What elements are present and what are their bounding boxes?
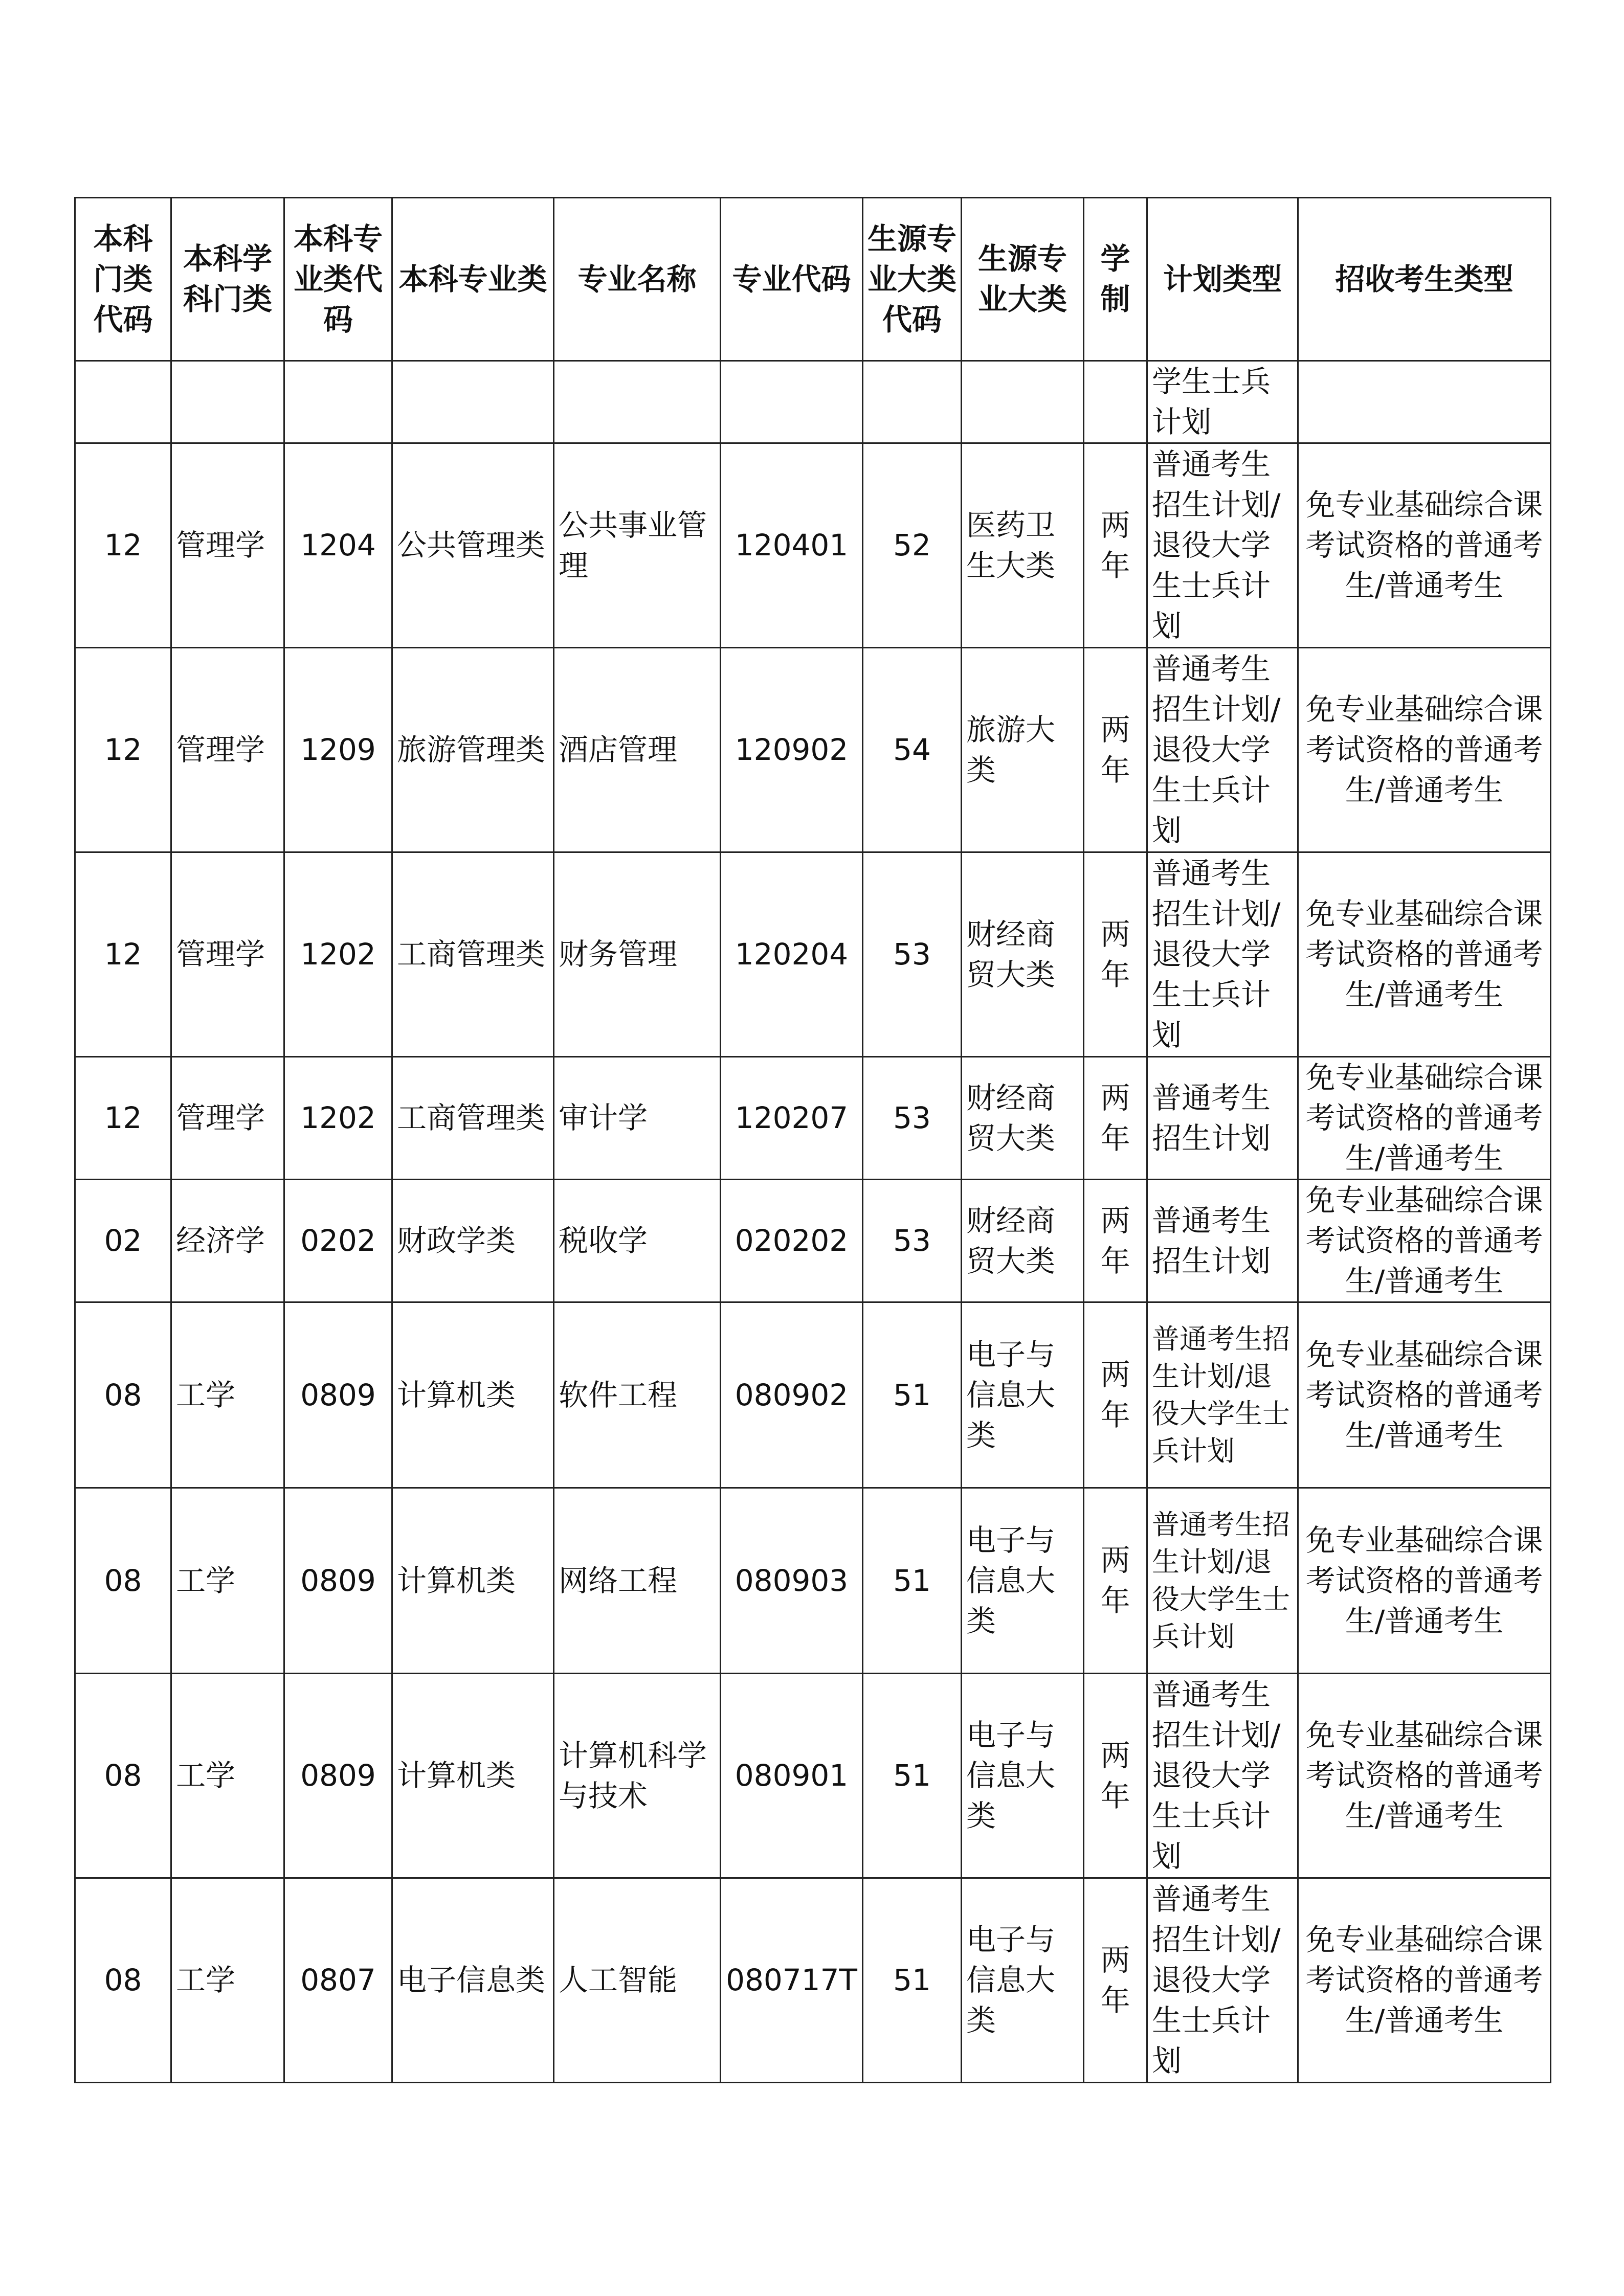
cell-cat-code: 08: [75, 1302, 171, 1488]
cell-plan: 普通考生招生计划/退役大学生士兵计划: [1147, 648, 1298, 852]
cell-major-code: 120207: [721, 1057, 863, 1180]
table-row: [75, 1674, 1551, 1878]
cell-src: 电子与信息大类: [962, 1488, 1084, 1674]
table-row: [75, 1180, 1551, 1302]
cell-plan: 普通考生招生计划/退役大学生士兵计划: [1147, 1488, 1298, 1674]
cell-src: 电子与信息大类: [962, 1674, 1084, 1878]
cell-major: 审计学: [554, 1057, 721, 1180]
cell-cls: 计算机类: [392, 1674, 554, 1878]
header-cls: 本科专业类: [392, 198, 554, 361]
cell-years: 两年: [1084, 443, 1147, 648]
cell-cls: 旅游管理类: [392, 648, 554, 852]
cell-plan: 普通考生招生计划/退役大学生士兵计划: [1147, 852, 1298, 1057]
cell-major-code: 120401: [721, 443, 863, 648]
cell-empty: [75, 361, 171, 443]
cell-major: 计算机科学与技术: [554, 1674, 721, 1878]
cell-cat-code: 08: [75, 1674, 171, 1878]
table-row-continuation: [75, 361, 1551, 443]
cell-cls: 计算机类: [392, 1488, 554, 1674]
cell-cls-code: 0809: [284, 1674, 392, 1878]
cell-ptype: 免专业基础综合课考试资格的普通考生/普通考生: [1298, 1180, 1551, 1302]
cell-empty: [171, 361, 284, 443]
table-row: [75, 1057, 1551, 1180]
header-src: 生源专业大类: [962, 198, 1084, 361]
header-cat-code: 本科门类代码: [75, 198, 171, 361]
cell-major: 财务管理: [554, 852, 721, 1057]
cell-src: 电子与信息大类: [962, 1302, 1084, 1488]
cell-major: 软件工程: [554, 1302, 721, 1488]
cell-years: 两年: [1084, 1488, 1147, 1674]
cell-ptype: 免专业基础综合课考试资格的普通考生/普通考生: [1298, 1674, 1551, 1878]
cell-plan: 学生士兵计划: [1147, 361, 1298, 443]
cell-plan: 普通考生招生计划/退役大学生士兵计划: [1147, 1878, 1298, 2083]
cell-cls: 工商管理类: [392, 1057, 554, 1180]
cell-empty: [721, 361, 863, 443]
cell-empty: [863, 361, 962, 443]
cell-empty: [392, 361, 554, 443]
cell-ptype: 免专业基础综合课考试资格的普通考生/普通考生: [1298, 1878, 1551, 2083]
cell-cls-code: 1209: [284, 648, 392, 852]
table-header-row: [75, 198, 1551, 361]
cell-cat: 工学: [171, 1674, 284, 1878]
cell-src: 财经商贸大类: [962, 1057, 1084, 1180]
cell-cat: 管理学: [171, 648, 284, 852]
cell-ptype: 免专业基础综合课考试资格的普通考生/普通考生: [1298, 1057, 1551, 1180]
cell-src-code: 54: [863, 648, 962, 852]
cell-years: 两年: [1084, 852, 1147, 1057]
header-major-code: 专业代码: [721, 198, 863, 361]
cell-cls-code: 1204: [284, 443, 392, 648]
cell-cat: 管理学: [171, 852, 284, 1057]
cell-cls: 电子信息类: [392, 1878, 554, 2083]
cell-cls-code: 0807: [284, 1878, 392, 2083]
cell-empty: [554, 361, 721, 443]
cell-cls: 公共管理类: [392, 443, 554, 648]
cell-src-code: 51: [863, 1878, 962, 2083]
cell-src: 电子与信息大类: [962, 1878, 1084, 2083]
cell-src-code: 53: [863, 852, 962, 1057]
cell-ptype: 免专业基础综合课考试资格的普通考生/普通考生: [1298, 1488, 1551, 1674]
cell-cls-code: 0809: [284, 1302, 392, 1488]
cell-cat: 管理学: [171, 1057, 284, 1180]
cell-years: 两年: [1084, 1180, 1147, 1302]
cell-empty: [1084, 361, 1147, 443]
header-cat: 本科学科门类: [171, 198, 284, 361]
cell-src: 财经商贸大类: [962, 852, 1084, 1057]
cell-cat: 工学: [171, 1302, 284, 1488]
header-cls-code: 本科专业类代码: [284, 198, 392, 361]
cell-major-code: 120902: [721, 648, 863, 852]
cell-plan: 普通考生招生计划/退役大学生士兵计划: [1147, 443, 1298, 648]
table-row: [75, 1878, 1551, 2083]
cell-cls: 工商管理类: [392, 852, 554, 1057]
cell-src-code: 51: [863, 1302, 962, 1488]
cell-major: 网络工程: [554, 1488, 721, 1674]
cell-major: 人工智能: [554, 1878, 721, 2083]
cell-empty: [962, 361, 1084, 443]
cell-empty: [284, 361, 392, 443]
cell-ptype: 免专业基础综合课考试资格的普通考生/普通考生: [1298, 648, 1551, 852]
cell-src: 旅游大类: [962, 648, 1084, 852]
cell-major-code: 080717T: [721, 1878, 863, 2083]
cell-cls-code: 1202: [284, 1057, 392, 1180]
cell-src-code: 53: [863, 1057, 962, 1180]
cell-major-code: 080901: [721, 1674, 863, 1878]
cell-major-code: 020202: [721, 1180, 863, 1302]
cell-major-code: 120204: [721, 852, 863, 1057]
cell-plan: 普通考生招生计划/退役大学生士兵计划: [1147, 1302, 1298, 1488]
cell-empty: [1298, 361, 1551, 443]
cell-major: 公共事业管理: [554, 443, 721, 648]
cell-cat-code: 08: [75, 1878, 171, 2083]
cell-years: 两年: [1084, 1302, 1147, 1488]
cell-major-code: 080902: [721, 1302, 863, 1488]
cell-cls-code: 0202: [284, 1180, 392, 1302]
table-row: [75, 852, 1551, 1057]
cell-cat: 管理学: [171, 443, 284, 648]
cell-src-code: 51: [863, 1488, 962, 1674]
table-row: [75, 1488, 1551, 1674]
cell-cat: 工学: [171, 1878, 284, 2083]
cell-cat: 工学: [171, 1488, 284, 1674]
cell-src-code: 53: [863, 1180, 962, 1302]
cell-cat-code: 12: [75, 648, 171, 852]
cell-cls-code: 1202: [284, 852, 392, 1057]
cell-plan: 普通考生招生计划: [1147, 1057, 1298, 1180]
header-ptype: 招收考生类型: [1298, 198, 1551, 361]
cell-cls: 财政学类: [392, 1180, 554, 1302]
enrollment-plan-table: [74, 197, 1551, 2083]
cell-cat-code: 02: [75, 1180, 171, 1302]
header-major: 专业名称: [554, 198, 721, 361]
cell-src: 医药卫生大类: [962, 443, 1084, 648]
cell-years: 两年: [1084, 1674, 1147, 1878]
cell-major-code: 080903: [721, 1488, 863, 1674]
cell-src-code: 51: [863, 1674, 962, 1878]
cell-cls-code: 0809: [284, 1488, 392, 1674]
cell-years: 两年: [1084, 648, 1147, 852]
cell-ptype: 免专业基础综合课考试资格的普通考生/普通考生: [1298, 1302, 1551, 1488]
cell-ptype: 免专业基础综合课考试资格的普通考生/普通考生: [1298, 443, 1551, 648]
cell-years: 两年: [1084, 1878, 1147, 2083]
header-years: 学制: [1084, 198, 1147, 361]
header-src-code: 生源专业大类代码: [863, 198, 962, 361]
cell-plan: 普通考生招生计划: [1147, 1180, 1298, 1302]
cell-cat-code: 12: [75, 1057, 171, 1180]
cell-cat: 经济学: [171, 1180, 284, 1302]
cell-cat-code: 12: [75, 443, 171, 648]
table-row: [75, 443, 1551, 648]
cell-major: 税收学: [554, 1180, 721, 1302]
cell-plan: 普通考生招生计划/退役大学生士兵计划: [1147, 1674, 1298, 1878]
cell-src: 财经商贸大类: [962, 1180, 1084, 1302]
table-row: [75, 648, 1551, 852]
cell-cat-code: 12: [75, 852, 171, 1057]
cell-cls: 计算机类: [392, 1302, 554, 1488]
cell-src-code: 52: [863, 443, 962, 648]
header-plan: 计划类型: [1147, 198, 1298, 361]
cell-ptype: 免专业基础综合课考试资格的普通考生/普通考生: [1298, 852, 1551, 1057]
cell-years: 两年: [1084, 1057, 1147, 1180]
cell-major: 酒店管理: [554, 648, 721, 852]
cell-cat-code: 08: [75, 1488, 171, 1674]
table-row: [75, 1302, 1551, 1488]
